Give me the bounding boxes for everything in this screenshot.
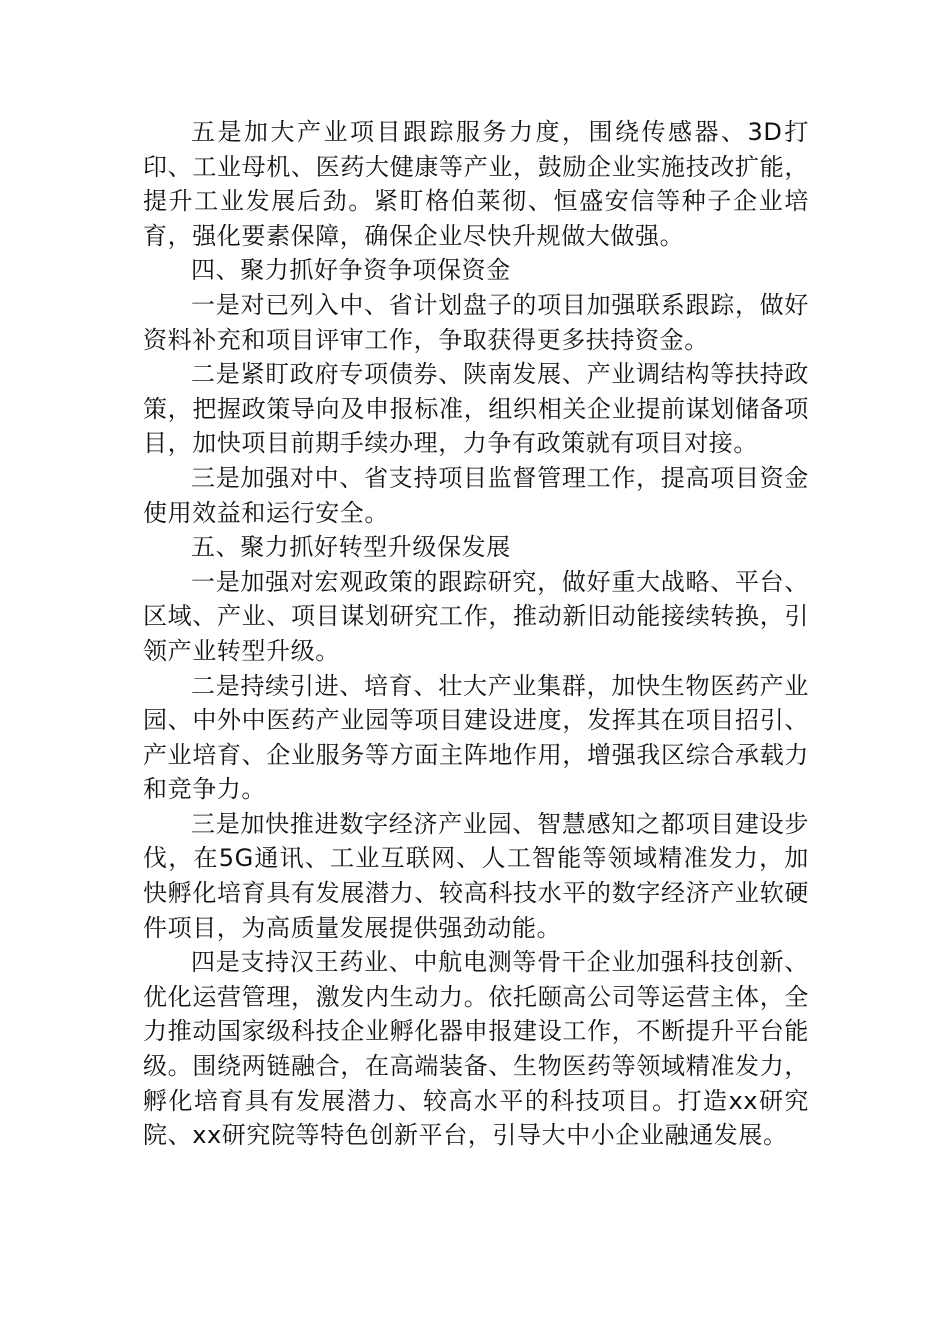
paragraph-transformation-3: 三是加快推进数字经济产业园、智慧感知之都项目建设步伐，在5G通讯、工业互联网、人工智能等领域精准发力，加快孵化培育具有发展潜力、较高科技水平的数字经济产业软硬件项目，为高质量发展提供强劲动能。 [143, 809, 809, 942]
section-heading-transformation: 五、聚力抓好转型升级保发展 [191, 533, 511, 562]
paragraph-transformation-2: 二是持续引进、培育、壮大产业集群，加快生物医药产业园、中外中医药产业园等项目建设进度，发挥其在项目招引、产业培育、企业服务等方面主阵地作用，增强我区综合承载力和竞争力。 [143, 671, 809, 804]
document-body [143, 115, 809, 1153]
paragraph-funding-1: 一是对已列入中、省计划盘子的项目加强联系跟踪，做好资料补充和项目评审工作，争取获得更多扶持资金。 [143, 290, 809, 354]
paragraph-transformation-4: 四是支持汉王药业、中航电测等骨干企业加强科技创新、优化运营管理，激发内生动力。依托颐高公司等运营主体，全力推动国家级科技企业孵化器申报建设工作，不断提升平台能级。围绕两链融合，在高端装备、生物医药等领域精准发力，孵化培育具有发展潜力、较高水平的科技项目。打造xx研究院、xx研究院等特色创新平台，引导大中小企业融通发展。 [143, 948, 809, 1150]
paragraph-funding-2: 二是紧盯政府专项债券、陕南发展、产业调结构等扶持政策，把握政策导向及申报标准，组织相关企业提前谋划储备项目，加快项目前期手续办理，力争有政策就有项目对接。 [143, 360, 809, 458]
paragraph-funding-3: 三是加强对中、省支持项目监督管理工作，提高项目资金使用效益和运行安全。 [143, 463, 809, 527]
paragraph-transformation-1: 一是加强对宏观政策的跟踪研究，做好重大战略、平台、区域、产业、项目谋划研究工作，推动新旧动能接续转换，引领产业转型升级。 [143, 567, 809, 665]
section-heading-funding: 四、聚力抓好争资争项保资金 [191, 256, 511, 285]
paragraph-industry-project-service: 五是加大产业项目跟踪服务力度，围绕传感器、3D打印、工业母机、医药大健康等产业，鼓励企业实施技改扩能，提升工业发展后劲。紧盯格伯莱彻、恒盛安信等种子企业培育，强化要素保障，确保企业尽快升规做大做强。 [143, 118, 809, 250]
